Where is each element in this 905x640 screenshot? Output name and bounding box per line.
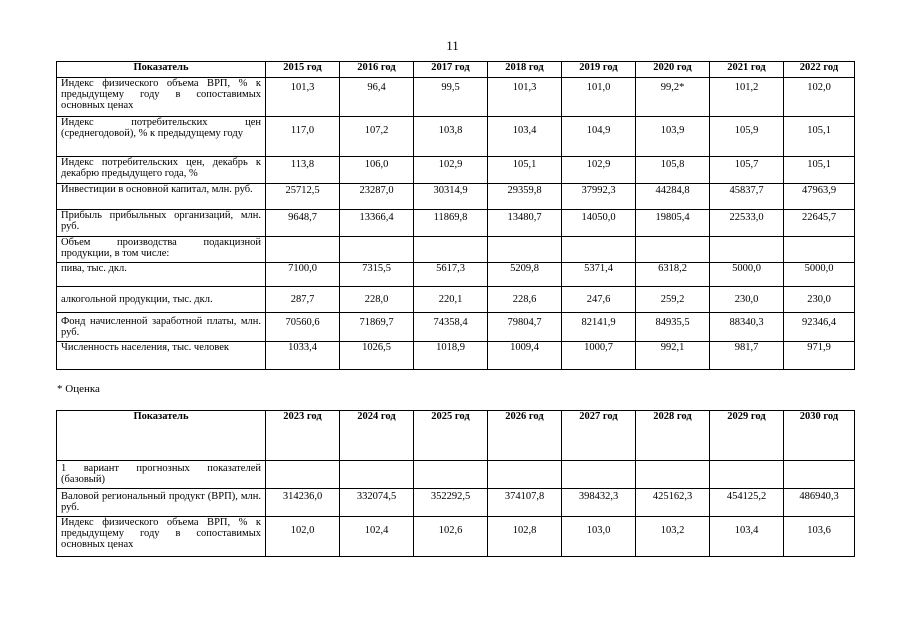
column-header-year: 2028 год <box>636 411 710 461</box>
cell-value: 103,9 <box>636 117 710 157</box>
cell-value: 105,7 <box>710 157 784 184</box>
cell-value: 117,0 <box>266 117 340 157</box>
cell-value: 230,0 <box>784 287 855 313</box>
cell-value: 84935,5 <box>636 313 710 342</box>
cell-value: 105,1 <box>488 157 562 184</box>
cell-value: 14050,0 <box>562 210 636 237</box>
cell-value: 11869,8 <box>414 210 488 237</box>
cell-value: 332074,5 <box>340 489 414 517</box>
cell-value: 102,4 <box>340 517 414 557</box>
row-label: Прибыль прибыльных организаций, млн. руб. <box>57 210 266 237</box>
cell-value <box>636 237 710 263</box>
cell-value: 102,9 <box>414 157 488 184</box>
cell-value: 5000,0 <box>710 263 784 287</box>
cell-value: 45837,7 <box>710 184 784 210</box>
cell-value: 7315,5 <box>340 263 414 287</box>
row-label: Фонд начисленной заработной платы, млн. руб. <box>57 313 266 342</box>
row-label: Объем производства подакцизной продукции, в том числе: <box>57 237 266 263</box>
cell-value: 102,0 <box>266 517 340 557</box>
cell-value: 99,2* <box>636 78 710 117</box>
column-header-year: 2024 год <box>340 411 414 461</box>
column-header-year: 2022 год <box>784 62 855 78</box>
cell-value: 102,8 <box>488 517 562 557</box>
cell-value: 103,8 <box>414 117 488 157</box>
column-header-year: 2030 год <box>784 411 855 461</box>
cell-value <box>414 237 488 263</box>
cell-value: 105,9 <box>710 117 784 157</box>
table-row <box>57 237 855 263</box>
cell-value: 13480,7 <box>488 210 562 237</box>
cell-value: 1018,9 <box>414 342 488 370</box>
table-row <box>57 78 855 117</box>
cell-value <box>784 461 855 489</box>
cell-value: 102,9 <box>562 157 636 184</box>
cell-value: 228,6 <box>488 287 562 313</box>
cell-value: 314236,0 <box>266 489 340 517</box>
cell-value: 6318,2 <box>636 263 710 287</box>
cell-value: 13366,4 <box>340 210 414 237</box>
cell-value <box>340 237 414 263</box>
cell-value: 230,0 <box>710 287 784 313</box>
cell-value: 44284,8 <box>636 184 710 210</box>
cell-value: 113,8 <box>266 157 340 184</box>
row-label: Индекс физического объема ВРП, % к предыдущему году в сопоставимых основных ценах <box>57 78 266 117</box>
table-row <box>57 210 855 237</box>
column-header-year: 2025 год <box>414 411 488 461</box>
cell-value: 454125,2 <box>710 489 784 517</box>
cell-value <box>340 461 414 489</box>
cell-value: 47963,9 <box>784 184 855 210</box>
cell-value: 37992,3 <box>562 184 636 210</box>
cell-value: 103,6 <box>784 517 855 557</box>
cell-value: 105,1 <box>784 117 855 157</box>
cell-value: 1009,4 <box>488 342 562 370</box>
column-header-year: 2018 год <box>488 62 562 78</box>
cell-value: 22645,7 <box>784 210 855 237</box>
cell-value: 352292,5 <box>414 489 488 517</box>
cell-value: 5371,4 <box>562 263 636 287</box>
column-header-year: 2026 год <box>488 411 562 461</box>
column-header-year: 2023 год <box>266 411 340 461</box>
cell-value: 96,4 <box>340 78 414 117</box>
forecast-table-2023-2030 <box>56 410 855 557</box>
column-header-year: 2015 год <box>266 62 340 78</box>
cell-value: 992,1 <box>636 342 710 370</box>
cell-value: 9648,7 <box>266 210 340 237</box>
cell-value: 25712,5 <box>266 184 340 210</box>
cell-value: 101,2 <box>710 78 784 117</box>
cell-value <box>266 237 340 263</box>
cell-value <box>710 237 784 263</box>
cell-value <box>488 237 562 263</box>
table-row <box>57 461 855 489</box>
cell-value: 7100,0 <box>266 263 340 287</box>
cell-value: 88340,3 <box>710 313 784 342</box>
cell-value <box>488 461 562 489</box>
row-label: Валовой региональный продукт (ВРП), млн. руб. <box>57 489 266 517</box>
cell-value: 74358,4 <box>414 313 488 342</box>
cell-value: 486940,3 <box>784 489 855 517</box>
cell-value: 425162,3 <box>636 489 710 517</box>
cell-value: 228,0 <box>340 287 414 313</box>
cell-value: 71869,7 <box>340 313 414 342</box>
row-label: Инвестиции в основной капитал, млн. руб. <box>57 184 266 210</box>
column-header-year: 2021 год <box>710 62 784 78</box>
cell-value: 101,0 <box>562 78 636 117</box>
cell-value: 5617,3 <box>414 263 488 287</box>
cell-value: 5000,0 <box>784 263 855 287</box>
row-label: Индекс потребительских цен (среднегодовой), % к предыдущему году <box>57 117 266 157</box>
cell-value: 29359,8 <box>488 184 562 210</box>
table-row <box>57 287 855 313</box>
cell-value: 1033,4 <box>266 342 340 370</box>
page-number: 11 <box>446 38 459 53</box>
cell-value <box>562 461 636 489</box>
cell-value: 103,4 <box>710 517 784 557</box>
cell-value: 101,3 <box>488 78 562 117</box>
cell-value: 971,9 <box>784 342 855 370</box>
row-label: пива, тыс. дкл. <box>57 263 266 287</box>
column-header-year: 2020 год <box>636 62 710 78</box>
cell-value <box>562 237 636 263</box>
table-row <box>57 184 855 210</box>
cell-value: 92346,4 <box>784 313 855 342</box>
row-label: 1 вариант прогнозных показателей (базовый) <box>57 461 266 489</box>
cell-value: 105,1 <box>784 157 855 184</box>
row-label: Численность населения, тыс. человек <box>57 342 266 370</box>
cell-value: 374107,8 <box>488 489 562 517</box>
column-header-year: 2016 год <box>340 62 414 78</box>
row-label: алкогольной продукции, тыс. дкл. <box>57 287 266 313</box>
cell-value: 103,2 <box>636 517 710 557</box>
column-header-year: 2017 год <box>414 62 488 78</box>
cell-value: 102,0 <box>784 78 855 117</box>
cell-value: 398432,3 <box>562 489 636 517</box>
cell-value: 22533,0 <box>710 210 784 237</box>
table-row <box>57 517 855 557</box>
cell-value <box>266 461 340 489</box>
table-header-row <box>57 62 855 78</box>
column-header-indicator: Показатель <box>57 411 266 461</box>
table-row <box>57 117 855 157</box>
cell-value: 104,9 <box>562 117 636 157</box>
cell-value: 19805,4 <box>636 210 710 237</box>
table-row <box>57 342 855 370</box>
cell-value: 103,4 <box>488 117 562 157</box>
indicators-table-2015-2022 <box>56 61 855 370</box>
cell-value: 99,5 <box>414 78 488 117</box>
cell-value: 220,1 <box>414 287 488 313</box>
cell-value: 5209,8 <box>488 263 562 287</box>
cell-value: 101,3 <box>266 78 340 117</box>
column-header-indicator: Показатель <box>57 62 266 78</box>
table-header-row <box>57 411 855 461</box>
column-header-year: 2019 год <box>562 62 636 78</box>
row-label: Индекс физического объема ВРП, % к предыдущему году в сопоставимых основных ценах <box>57 517 266 557</box>
cell-value: 103,0 <box>562 517 636 557</box>
footnote-estimate: * Оценка <box>57 383 100 395</box>
table-row <box>57 157 855 184</box>
cell-value: 79804,7 <box>488 313 562 342</box>
cell-value: 102,6 <box>414 517 488 557</box>
table-row <box>57 313 855 342</box>
cell-value: 30314,9 <box>414 184 488 210</box>
cell-value: 23287,0 <box>340 184 414 210</box>
cell-value: 259,2 <box>636 287 710 313</box>
column-header-year: 2029 год <box>710 411 784 461</box>
cell-value: 70560,6 <box>266 313 340 342</box>
row-label: Индекс потребительских цен, декабрь к декабрю предыдущего года, % <box>57 157 266 184</box>
cell-value: 105,8 <box>636 157 710 184</box>
cell-value: 287,7 <box>266 287 340 313</box>
cell-value: 107,2 <box>340 117 414 157</box>
cell-value: 1000,7 <box>562 342 636 370</box>
cell-value <box>414 461 488 489</box>
cell-value <box>636 461 710 489</box>
table-row <box>57 489 855 517</box>
table-row <box>57 263 855 287</box>
cell-value: 981,7 <box>710 342 784 370</box>
cell-value: 82141,9 <box>562 313 636 342</box>
cell-value <box>710 461 784 489</box>
cell-value: 1026,5 <box>340 342 414 370</box>
cell-value: 106,0 <box>340 157 414 184</box>
cell-value <box>784 237 855 263</box>
cell-value: 247,6 <box>562 287 636 313</box>
column-header-year: 2027 год <box>562 411 636 461</box>
